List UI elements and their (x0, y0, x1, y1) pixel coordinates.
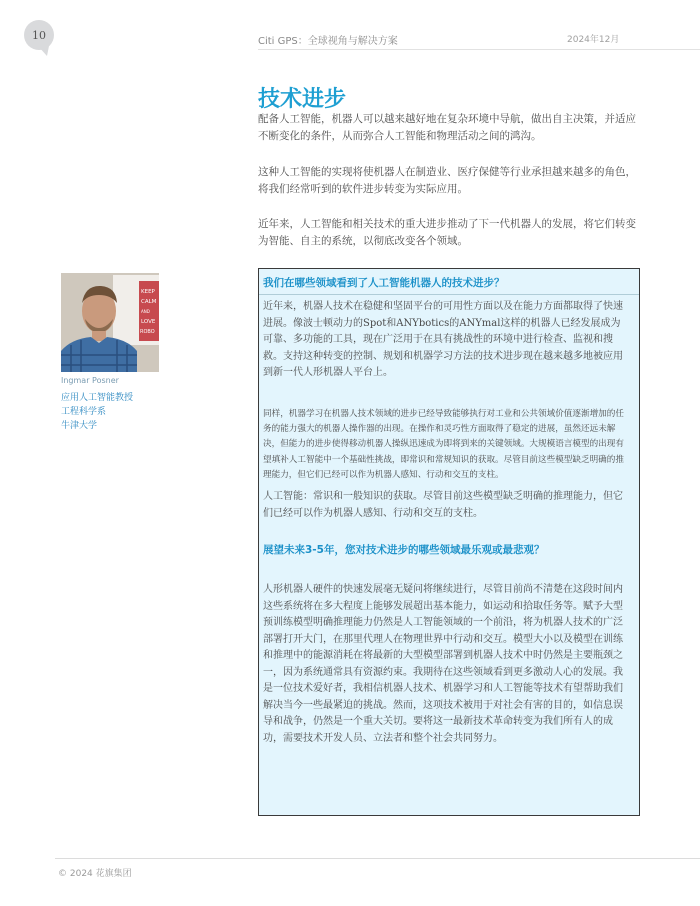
intro-paragraph-1: 配备人工智能，机器人可以越来越好地在复杂环境中导航，做出自主决策，并适应不断变化的条件，从而弥合人工智能和物理活动之间的鸿沟。 (258, 113, 636, 142)
page-number: 10 (32, 28, 46, 42)
svg-text:ROBO: ROBO (140, 329, 155, 335)
footer-divider (55, 858, 700, 859)
poster-text: KEEP (141, 289, 155, 295)
header-divider (258, 49, 700, 50)
profile-photo (61, 273, 159, 372)
intro-paragraph-3: 近年来，人工智能和相关技术的重大进步推动了下一代机器人的发展，将它们转变为智能、自主的系统，以彻底改变各个领域。 (258, 218, 636, 247)
qa-answer-1-continued: 同样，机器学习在机器人技术领域的进步已经导致能够执行对工业和公共领域价值逐渐增加的任务的能力强大的机器人操作器的出现。在操作和灵巧性方面取得了稳定的进展，虽然还远未解决，但能力的进步使得移动机器人操纵迅速成为即将到来的关键领域。大规模语言模型的出现有望填补人工智能中一个基础性挑战，即常识和常规知识的获取。尽管目前这些模型缺乏明确的推理能力，但它们已经可以作为机器人感知、行动和交互的支柱。 (263, 409, 624, 480)
header-title: Citi GPS：全球视角与解决方案 (258, 36, 398, 47)
header-date: 2024年12月 (567, 35, 620, 45)
qa-answer-1: 近年来，机器人技术在稳健和坚固平台的可用性方面以及在能力方面都取得了快速进展。像波士顿动力的Spot和ANYbotics的ANYmal这样的机器人已经发展成为可靠、多功能的工具，现在广泛用于在具有挑战性的环境中进行检查、监视和搜救。支持这种转变的控制、规划和机器学习方法的技术进步现在越来越多地被应用到新一代人形机器人平台上。 (263, 301, 623, 378)
svg-text:LOVE: LOVE (141, 319, 156, 325)
section-heading: 技术进步 (258, 87, 347, 112)
svg-text:CALM: CALM (141, 299, 157, 305)
portrait-illustration (61, 273, 159, 372)
profile-role-line-1: 应用人工智能教授 (61, 393, 134, 403)
footer-copyright: © 2024 花旗集团 (58, 869, 132, 879)
profile-name: Ingmar Posner (61, 376, 119, 385)
qa-question-1: 我们在哪些领域看到了人工智能机器人的技术进步？ (263, 277, 505, 289)
page-badge-tail (38, 46, 49, 56)
qa-question-2: 展望未来3-5年，您对技术进步的哪些领域最乐观或最悲观？ (263, 544, 545, 556)
profile-role-line-3: 牛津大学 (61, 421, 98, 431)
qa-divider (259, 294, 639, 295)
intro-paragraph-2: 这种人工智能的实现将使机器人在制造业、医疗保健等行业承担越来越多的角色，将我们经常听到的软件进步转变为实际应用。 (258, 166, 636, 195)
qa-answer-2: 人形机器人硬件的快速发展毫无疑问将继续进行，尽管目前尚不清楚在这段时间内这些系统将在多大程度上能够发展超出基本能力，如运动和拾取任务等。赋予大型预训练模型明确推理能力仍然是人工智能领域的一个前沿，将为机器人技术的广泛部署打开大门，在那里代理人在物理世界中行动和交互。模型大小以及模型在训练和推理中的能源消耗在将最新的大型模型部署到机器人技术中时仍然是主要瓶颈之一，因为系统通常具有资源约束。我期待在这些领域看到更多激动人心的发展。我是一位技术爱好者，我相信机器人技术、机器学习和人工智能等技术有望帮助我们解决当今一些最紧迫的挑战。然而，这项技术被用于对社会有害的目的，如信息误导和战争，仍然是一个重大关切。要将这一最新技术革命转变为我们所有人的成功，需要技术开发人员、立法者和整个社会共同努力。 (263, 584, 623, 744)
qa-answer-1-summary: 人工智能：常识和一般知识的获取。尽管目前这些模型缺乏明确的推理能力，但它们已经可以作为机器人感知、行动和交互的支柱。 (263, 491, 623, 519)
profile-role-line-2: 工程科学系 (61, 407, 107, 417)
svg-text:AND: AND (141, 309, 150, 314)
